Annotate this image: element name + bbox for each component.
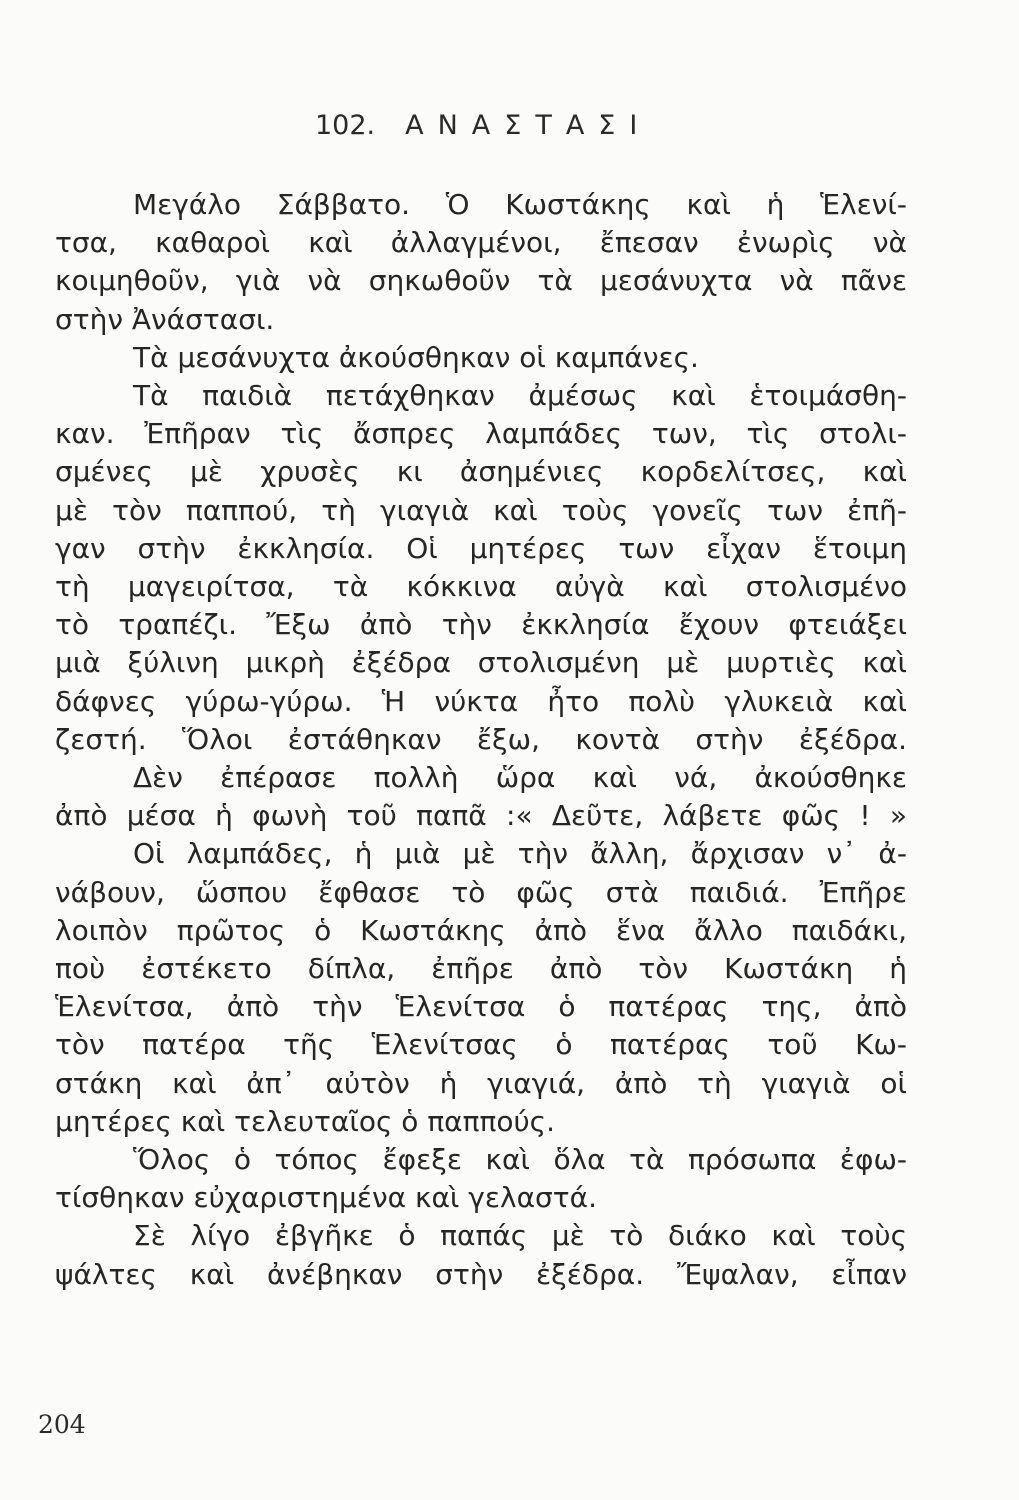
text-line: Δὲν ἐπέρασε πολλὴ ὥρα καὶ νά, ἀκούσθηκε [133,761,907,795]
text-line: ποὺ ἐστέκετο δίπλα, ἐπῆρε ἀπὸ τὸν Κωστάκη ἡ [55,952,907,986]
running-header [315,110,651,141]
text-line: Σὲ λίγο ἐβγῆκε ὁ παπάς μὲ τὸ διάκο καὶ τοὺς [133,1219,907,1253]
body-text [55,186,907,1294]
text-line: στὴν Ἀνάστασι. [55,302,275,336]
chapter-title: ΑΝΑΣΤΑΣΙ [405,110,652,141]
text-line: καν. Ἐπῆραν τὶς ἄσπρες λαμπάδες των, τὶς στολι- [55,417,907,451]
text-line: γαν στὴν ἐκκλησία. Οἱ μητέρες των εἶχαν ἕτοιμη [55,531,907,565]
text-line: τὸ τραπέζι. Ἔξω ἀπὸ τὴν ἐκκλησία ἔχουν φτειάξει [55,608,907,642]
text-line: στάκη καὶ ἀπ᾿ αὐτὸν ἡ γιαγιά, ἀπὸ τὴ γιαγιὰ οἱ [55,1066,907,1100]
text-line: νάβουν, ὥσπου ἔφθασε τὸ φῶς στὰ παιδιά. Ἐπῆρε [55,875,907,909]
text-line: δάφνες γύρω-γύρω. Ἡ νύκτα ἦτο πολὺ γλυκειὰ καὶ [55,684,907,718]
text-line: ζεστή. Ὅλοι ἐστάθηκαν ἔξω, κοντὰ στὴν ἐξέδρα. [55,722,907,756]
text-line: Τὰ παιδιὰ πετάχθηκαν ἀμέσως καὶ ἑτοιμάσθη- [133,379,907,413]
text-line: μιὰ ξύλινη μικρὴ ἐξέδρα στολισμένη μὲ μυρτιὲς καὶ [55,646,907,680]
text-line: τίσθηκαν εὐχαριστημένα καὶ γελαστά. [55,1181,597,1215]
text-line: κοιμηθοῦν, γιὰ νὰ σηκωθοῦν τὰ μεσάνυχτα νὰ πᾶνε [55,264,907,298]
text-line: τσα, καθαροὶ καὶ ἀλλαγμένοι, ἔπεσαν ἐνωρὶς νὰ [55,226,907,260]
text-line: ψάλτες καὶ ἀνέβηκαν στὴν ἐξέδρα. Ἔψαλαν, εἶπαν [55,1257,907,1291]
text-line: Ὅλος ὁ τόπος ἔφεξε καὶ ὅλα τὰ πρόσωπα ἐφω- [133,1143,907,1177]
text-line: ἀπὸ μέσα ἡ φωνὴ τοῦ παπᾶ :« Δεῦτε, λάβετε φῶς ! » [55,799,907,833]
text-line: λοιπὸν πρῶτος ὁ Κωστάκης ἀπὸ ἕνα ἄλλο παιδάκι, [55,913,907,947]
text-line: τὸν πατέρα τῆς Ἑλενίτσας ὁ πατέρας τοῦ Κω- [55,1028,907,1062]
text-line: σμένες μὲ χρυσὲς κι ἀσημένιες κορδελίτσες, καὶ [55,455,907,489]
text-line: Τὰ μεσάνυχτα ἀκούσθηκαν οἱ καμπάνες. [133,340,699,374]
text-line: Οἱ λαμπάδες, ἡ μιὰ μὲ τὴν ἄλλη, ἄρχισαν ν᾿ ἀ- [133,837,907,871]
page-number: 204 [38,1410,86,1439]
chapter-number: 102. [315,110,376,141]
text-line: Ἑλενίτσα, ἀπὸ τὴν Ἑλενίτσα ὁ πατέρας της, ἀπὸ [55,990,907,1024]
text-line: μὲ τὸν παππού, τὴ γιαγιὰ καὶ τοὺς γονεῖς των ἐπῆ- [55,493,907,527]
text-line: τὴ μαγειρίτσα, τὰ κόκκινα αὐγὰ καὶ στολισμένο [55,570,907,604]
text-line: μητέρες καὶ τελευταῖος ὁ παππούς. [55,1104,556,1138]
text-line: Μεγάλο Σάββατο. Ὁ Κωστάκης καὶ ἡ Ἑλενί- [133,188,907,221]
